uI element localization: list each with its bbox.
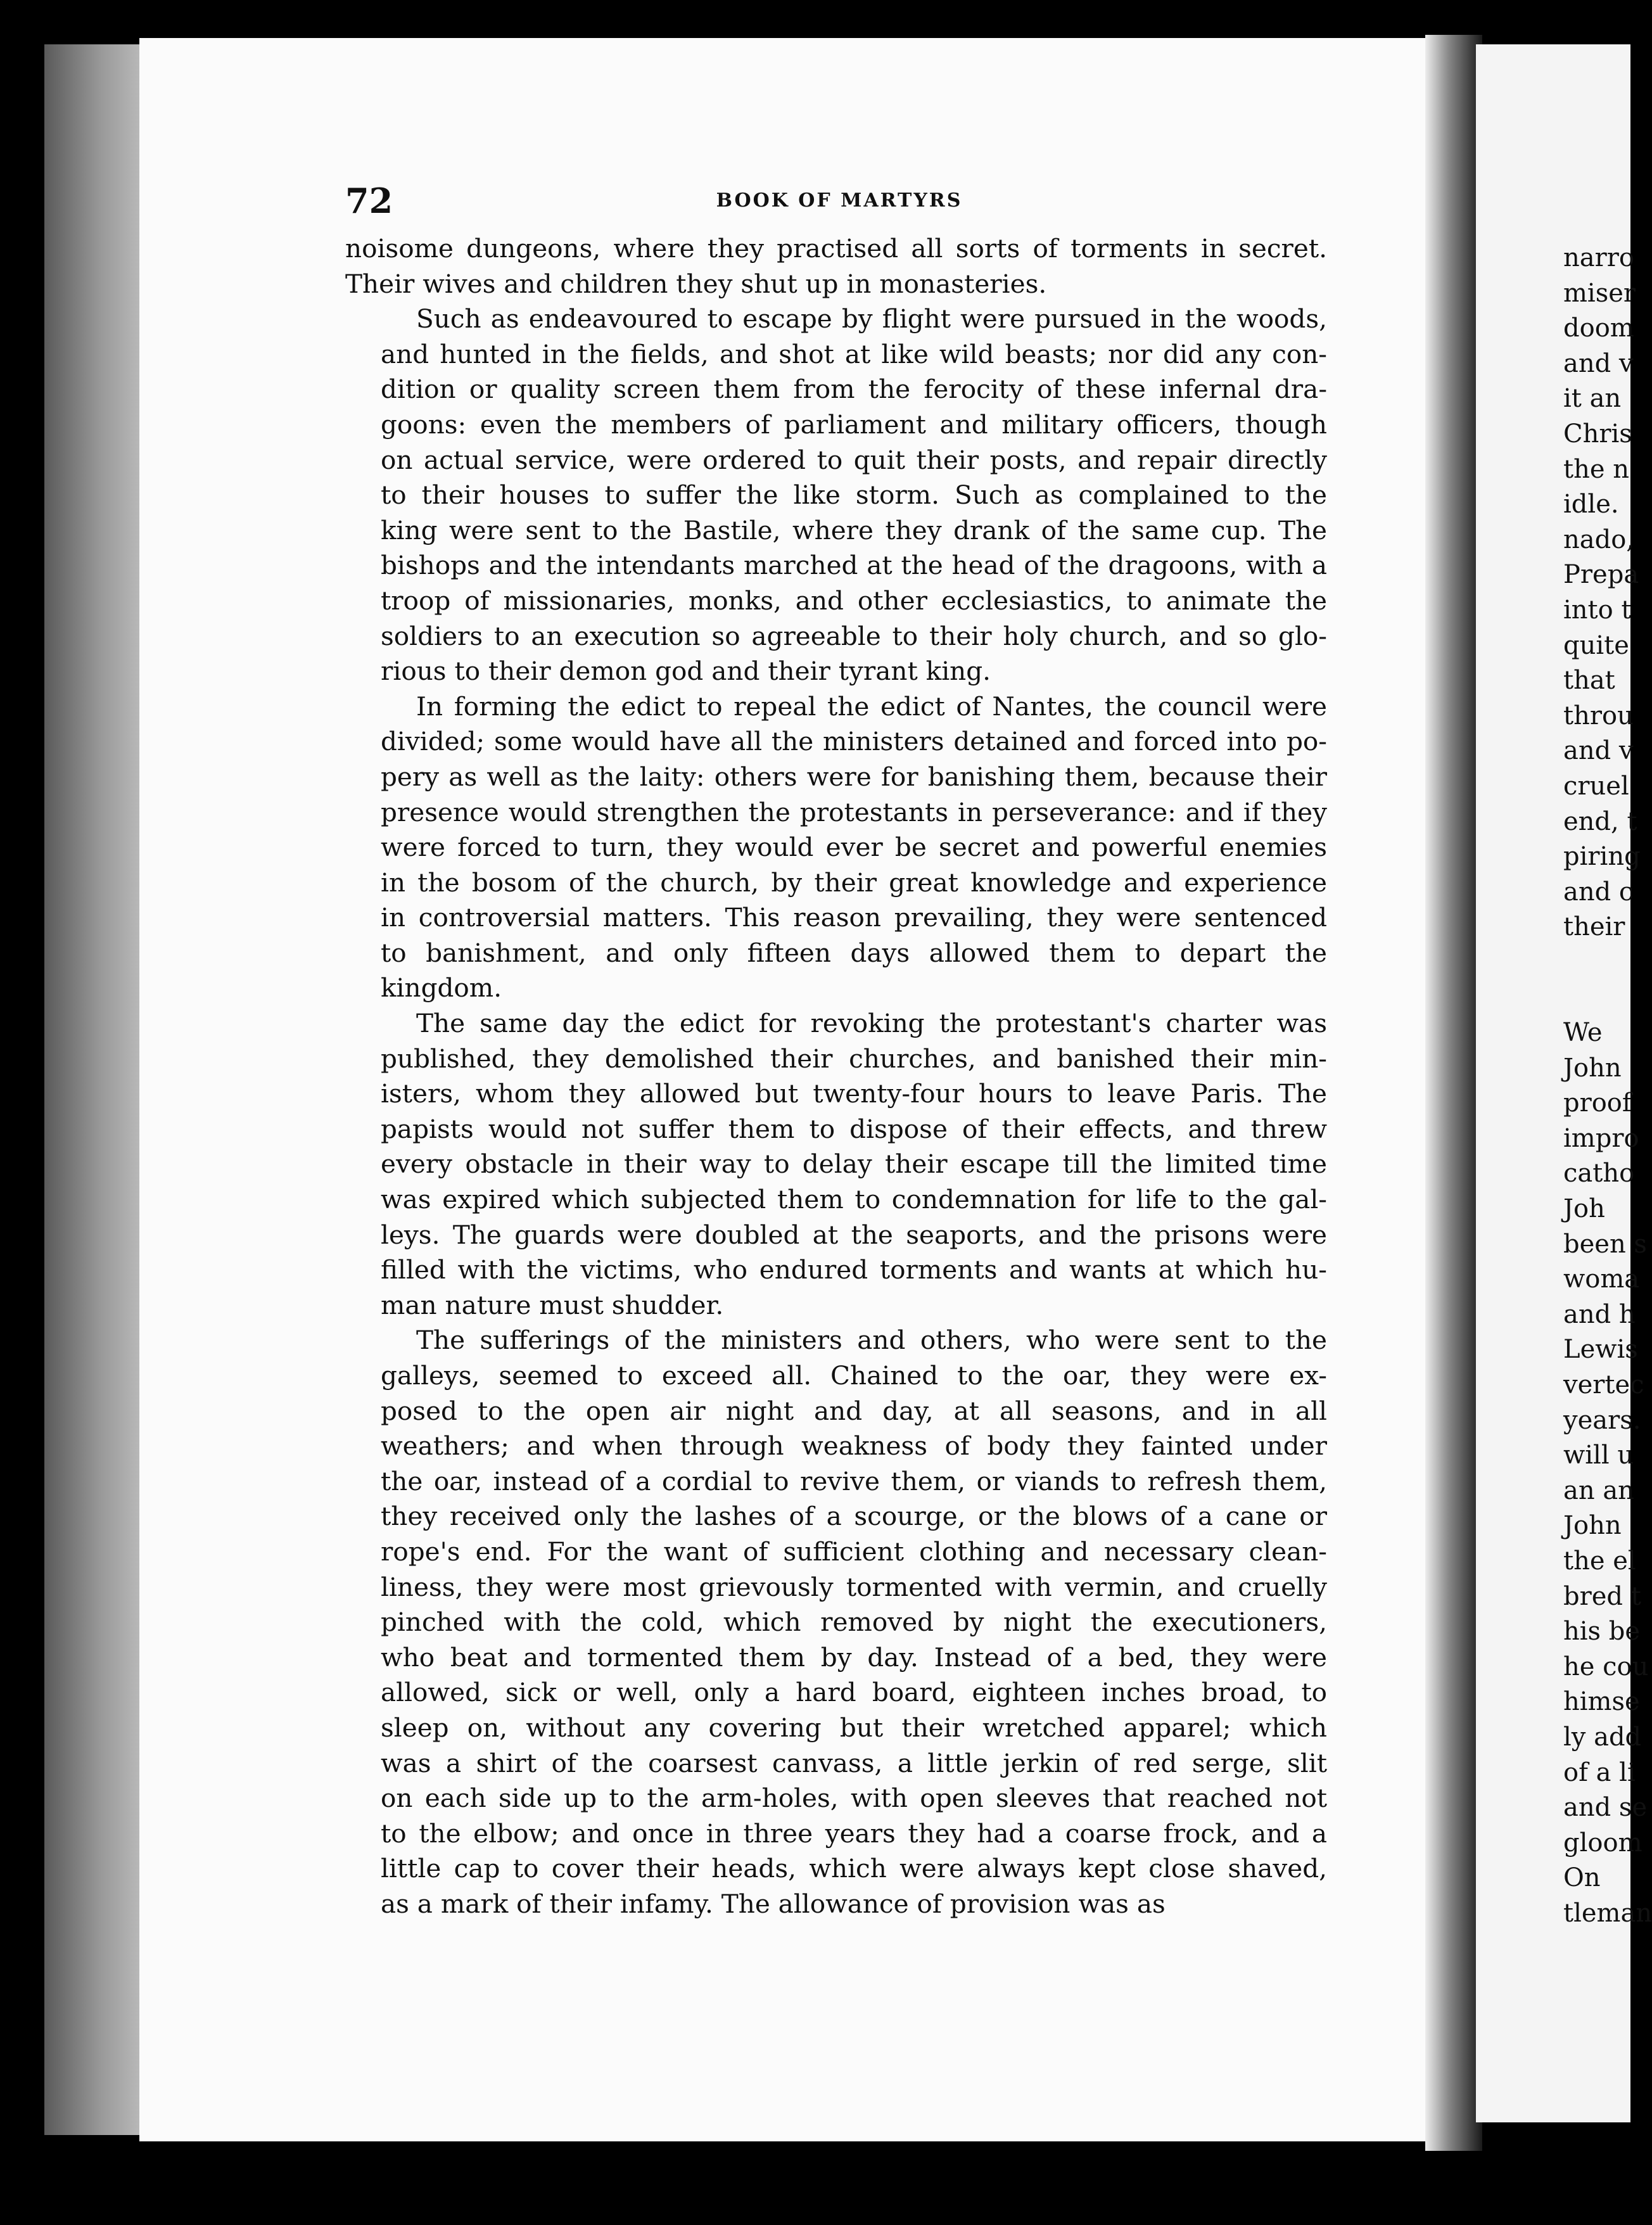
text-line: The same day the edict for revoking the protestant's charter was (416, 1008, 1327, 1039)
facing-page-line: an an (1563, 1476, 1634, 1505)
text-line: they received only the lashes of a scourge, or the blows of a cane or (381, 1501, 1327, 1532)
text-line: papists would not suffer them to dispose of their effects, and threw (381, 1113, 1327, 1144)
text-line: in the bosom of the church, by their great knowledge and experience (381, 867, 1327, 898)
facing-page-line: himse (1563, 1687, 1640, 1717)
text-line: on actual service, were ordered to quit their posts, and repair directly (381, 444, 1327, 475)
text-line: on each side up to the arm-holes, with open sleeves that reached not (381, 1783, 1327, 1814)
text-line: Their wives and children they shut up in monasteries. (345, 268, 1047, 299)
facing-page-line: doom (1563, 314, 1634, 343)
text-line: every obstacle in their way to delay their escape till the limited time (381, 1149, 1327, 1180)
running-head: BOOK OF MARTYRS (716, 189, 963, 212)
text-line: in controversial matters. This reason prevailing, they were sentenced (381, 902, 1327, 933)
facing-page-line: that (1563, 666, 1615, 696)
text-line: was expired which subjected them to condemnation for life to the gal- (381, 1184, 1327, 1215)
facing-page-line: and se (1563, 1793, 1648, 1823)
page-number: 72 (345, 181, 393, 221)
facing-page-line: On (1563, 1863, 1601, 1893)
facing-page-line: will u (1563, 1441, 1634, 1470)
facing-page-line: impro (1563, 1123, 1639, 1153)
text-line: isters, whom they allowed but twenty-four hours to leave Paris. The (381, 1078, 1327, 1109)
facing-page-line: woma (1563, 1265, 1640, 1294)
facing-page-line: and v (1563, 736, 1634, 766)
facing-page-line: been s (1563, 1229, 1647, 1259)
facing-page-line: Lewis (1563, 1335, 1638, 1365)
facing-page-line: it an (1563, 384, 1622, 414)
text-line: soldiers to an execution so agreeable to their holy church, and so glo- (381, 620, 1327, 651)
text-line: rious to their demon god and their tyrant king. (381, 656, 991, 687)
text-line: galleys, seemed to exceed all. Chained to the oar, they were ex- (381, 1360, 1327, 1391)
text-line: sleep on, without any covering but their wretched apparel; which (381, 1712, 1327, 1743)
text-line: divided; some would have all the ministers detained and forced into po- (381, 726, 1327, 757)
facing-page-line: John (1563, 1053, 1622, 1083)
facing-page-line: into t (1563, 595, 1632, 625)
paragraph (345, 302, 1327, 689)
facing-page-line: throu (1563, 701, 1634, 730)
page-header (345, 181, 1333, 225)
text-line: troop of missionaries, monks, and other ecclesiastics, to animate the (381, 585, 1327, 616)
facing-page-line: gloom (1563, 1828, 1642, 1858)
text-line: leys. The guards were doubled at the seaports, and the prisons were (381, 1219, 1327, 1250)
facing-page-line: and h (1563, 1299, 1636, 1329)
text-line: pery as well as the laity: others were for banishing them, because their (381, 761, 1327, 792)
text-line: the oar, instead of a cordial to revive them, or viands to refresh them, (381, 1465, 1327, 1496)
text-line: to banishment, and only fifteen days allowed them to depart the (381, 937, 1327, 968)
text-line: as a mark of their infamy. The allowance of provision was as (381, 1888, 1166, 1919)
text-line: goons: even the members of parliament and military officers, though (381, 409, 1327, 440)
facing-page-line: end, t (1563, 806, 1637, 836)
facing-page-line: their (1563, 912, 1625, 942)
paragraph (345, 231, 1327, 302)
text-line: king were sent to the Bastile, where they drank of the same cup. The (381, 514, 1327, 545)
facing-page-line: he cou (1563, 1652, 1649, 1681)
facing-page-line: catho (1563, 1159, 1635, 1189)
facing-page-line: his be (1563, 1617, 1641, 1647)
text-line: was a shirt of the coarsest canvass, a little jerkin of red serge, slit (381, 1747, 1327, 1778)
text-line: were forced to turn, they would ever be secret and powerful enemies (381, 832, 1327, 863)
facing-page-line: vertec (1563, 1370, 1644, 1399)
text-line: and hunted in the fields, and shot at like wild beasts; nor did any con- (381, 338, 1327, 369)
facing-page-line: Joh (1563, 1194, 1605, 1224)
facing-page-line: of a li (1563, 1757, 1636, 1787)
paragraph (345, 1006, 1327, 1323)
facing-page-line: ly add (1563, 1722, 1642, 1752)
facing-page-line: narro (1563, 243, 1634, 272)
text-line: posed to the open air night and day, at all seasons, and in all (381, 1395, 1327, 1426)
text-line: kingdom. (381, 972, 502, 1004)
text-line: filled with the victims, who endured torments and wants at which hu- (381, 1254, 1327, 1285)
book-gutter (1425, 35, 1482, 2151)
facing-page-line: tleman (1563, 1898, 1652, 1928)
paragraph (345, 689, 1327, 1006)
facing-page-line: cruel (1563, 771, 1629, 801)
text-line: noisome dungeons, where they practised all sorts of torments in secret. (345, 233, 1327, 264)
facing-page-line (1563, 945, 1633, 981)
facing-page-line: nado, (1563, 525, 1635, 554)
text-line: bishops and the intendants marched at the head of the dragoons, with a (381, 550, 1327, 581)
facing-page-line: piring (1563, 842, 1641, 872)
text-line: pinched with the cold, which removed by night the executioners, (381, 1607, 1327, 1638)
facing-page-line: proof (1563, 1088, 1632, 1118)
text-line: presence would strengthen the protestants in perseverance: and if they (381, 796, 1327, 827)
facing-page-line: the n (1563, 454, 1629, 484)
facing-page-line: the el (1563, 1546, 1636, 1576)
text-line: man nature must shudder. (381, 1289, 724, 1320)
facing-page-line: quite (1563, 630, 1629, 660)
facing-page-line: Prepa (1563, 560, 1639, 590)
text-line: Such as endeavoured to escape by flight were pursued in the woods, (416, 303, 1327, 335)
facing-page-line: miser (1563, 278, 1636, 308)
facing-page-line: and c (1563, 877, 1634, 907)
facing-page-line: idle. (1563, 490, 1619, 520)
facing-page-line: Chris (1563, 419, 1632, 449)
text-line: published, they demolished their churches, and banished their min- (381, 1043, 1327, 1074)
body-text (345, 231, 1327, 1922)
text-line: The sufferings of the ministers and others, who were sent to the (416, 1325, 1327, 1356)
facing-page-line: bred t (1563, 1581, 1641, 1611)
text-line: to their houses to suffer the like storm. Such as complained to the (381, 480, 1327, 511)
text-line: allowed, sick or well, only a hard board, eighteen inches broad, to (381, 1677, 1327, 1708)
text-line: who beat and tormented them by day. Instead of a bed, they were (381, 1642, 1327, 1673)
text-line: dition or quality screen them from the ferocity of these infernal dra- (381, 374, 1327, 405)
text-line: to the elbow; and once in three years they had a coarse frock, and a (381, 1818, 1327, 1849)
text-line: weathers; and when through weakness of body they fainted under (381, 1431, 1327, 1462)
facing-page-text (1563, 241, 1652, 1932)
facing-page-line: and v (1563, 348, 1634, 378)
text-line: liness, they were most grievously tormented with vermin, and cruelly (381, 1571, 1327, 1602)
text-line: In forming the edict to repeal the edict of Nantes, the council were (416, 691, 1327, 722)
facing-page-line: years. (1563, 1405, 1641, 1435)
paragraph (345, 1323, 1327, 1922)
facing-page-line: We (1563, 1018, 1603, 1048)
facing-page-line (1563, 980, 1633, 1016)
text-line: little cap to cover their heads, which were always kept close shaved, (381, 1853, 1327, 1884)
facing-page-line: John (1563, 1511, 1622, 1541)
text-line: rope's end. For the want of sufficient clothing and necessary clean- (381, 1536, 1327, 1567)
